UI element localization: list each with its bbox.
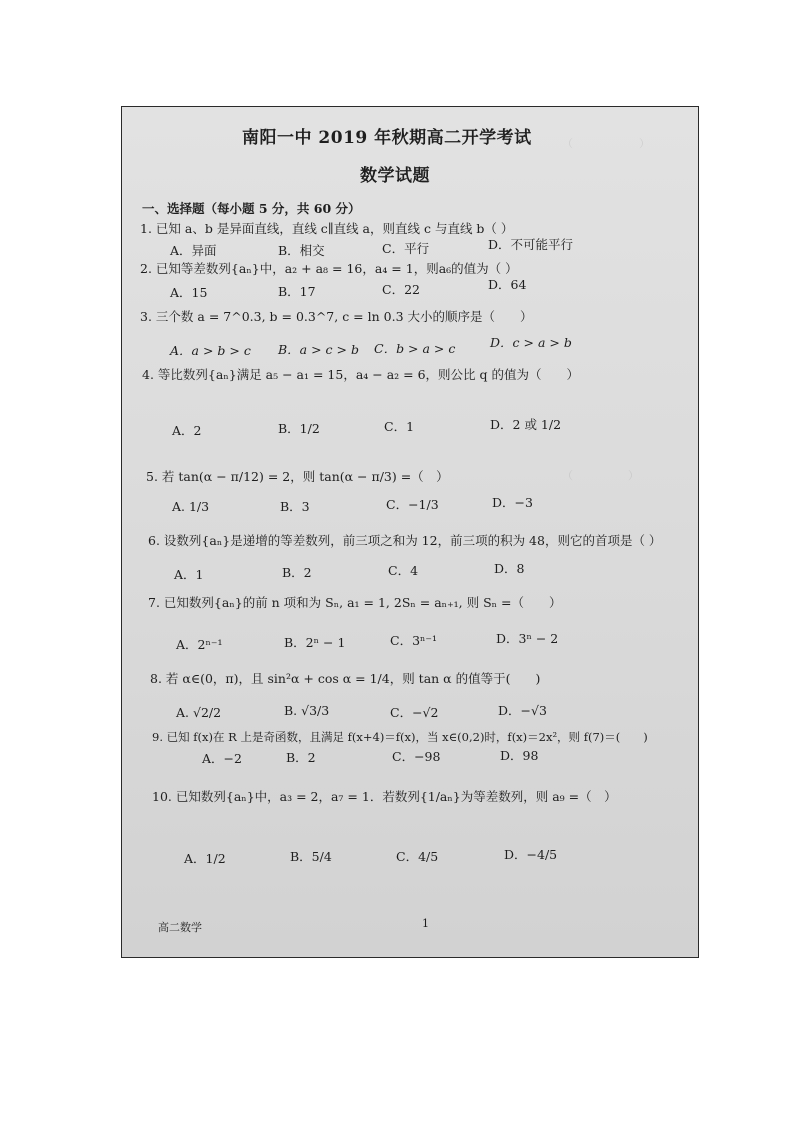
question-stem: 已知等差数列{aₙ}中，a₂ + a₈ = 16，a₄ = 1，则a₆的值为（ ） bbox=[155, 261, 518, 276]
option-d: D．−3 bbox=[492, 495, 533, 510]
option-c: C．−1/3 bbox=[386, 497, 439, 512]
option-d: D．−4/5 bbox=[504, 847, 558, 862]
option-c: C．4/5 bbox=[396, 849, 439, 864]
option-d: D．不可能平行 bbox=[488, 237, 574, 252]
option-b: B．2 bbox=[282, 565, 312, 580]
section-heading: 一、选择题（每小题 5 分，共 60 分） bbox=[142, 201, 361, 216]
option-a: A．15 bbox=[170, 285, 208, 300]
option-b: B．3 bbox=[280, 499, 310, 514]
option-b: B．1/2 bbox=[278, 421, 320, 436]
question-number: 5. bbox=[146, 469, 158, 484]
option-b: B．相交 bbox=[278, 243, 325, 258]
question-number: 1. bbox=[140, 221, 152, 236]
option-c: C．1 bbox=[384, 419, 415, 434]
footer-subject: 高二数学 bbox=[158, 921, 202, 934]
question-number: 4. bbox=[142, 367, 154, 382]
question-stem: 等比数列{aₙ}满足 a₅ − a₁ = 15，a₄ − a₂ = 6，则公比 q 的值为（ ） bbox=[157, 367, 580, 382]
option-b: B．a > c > b bbox=[278, 342, 359, 357]
option-c: C．3ⁿ⁻¹ bbox=[390, 633, 438, 648]
question-9 bbox=[152, 729, 648, 745]
question-4 bbox=[142, 365, 579, 383]
option-c: C．−98 bbox=[392, 749, 441, 764]
question-stem: 已知数列{aₙ}中，a₃ = 2，a₇ = 1．若数列{1/aₙ}为等差数列，则 a₉ =（ ） bbox=[175, 789, 617, 804]
option-c: C．平行 bbox=[382, 241, 430, 256]
question-number: 7. bbox=[148, 595, 160, 610]
question-number: 6. bbox=[148, 533, 160, 548]
option-a: A．2ⁿ⁻¹ bbox=[176, 637, 223, 652]
question-stem: 已知 f(x)在 R 上是奇函数，且满足 f(x+4)＝f(x)，当 x∈(0,2)时，f(x)＝2x²，则 f(7)＝( ) bbox=[166, 730, 648, 744]
option-a: A．异面 bbox=[170, 243, 217, 258]
option-b: B. √3/3 bbox=[284, 703, 330, 718]
option-b: B．17 bbox=[278, 284, 316, 299]
option-b: B．2 bbox=[286, 750, 316, 765]
question-number: 8. bbox=[150, 671, 162, 686]
option-a: A．2 bbox=[172, 423, 202, 438]
option-a: A．a > b > c bbox=[170, 343, 251, 358]
option-b: B．2ⁿ − 1 bbox=[284, 635, 346, 650]
question-stem: 已知数列{aₙ}的前 n 项和为 Sₙ, a₁ = 1, 2Sₙ = aₙ₊₁, 则 Sₙ =（ ） bbox=[163, 595, 562, 610]
question-stem: 若 α∈(0，π)，且 sin²α + cos α = 1/4，则 tan α 的值等于( ) bbox=[165, 671, 541, 686]
option-d: D．64 bbox=[488, 277, 527, 292]
page-number: 1 bbox=[422, 917, 429, 930]
option-d: D．8 bbox=[494, 561, 525, 576]
question-number: 10. bbox=[152, 789, 172, 804]
question-number: 3. bbox=[140, 309, 152, 324]
option-c: C．22 bbox=[382, 282, 420, 297]
option-c: C．4 bbox=[388, 563, 419, 578]
option-a: A．1/2 bbox=[184, 851, 226, 866]
scanned-page-photo: （ ） （ ） 南阳一中 2019 年秋期高二开学考试 数学试题 一、选择题（每小题 5 分，共 60 分） 1. 已知 a、b 是异面直线，直线 c∥直线 a，则直线 c 与直线 b（ ） A．异面 B．相交 C．平行 D．不可能平行 2. 已知等差数列{aₙ}中，a₂ + a₈ = 16，a₄ = 1，则a₆的值为（ ） A．15 B．17 C．22 D．64 3. 三个数 a = 7^0.3, b = 0.3^7, c = ln 0.3 大小的顺序是（ ） A．a > b > c B．a > c > b C．b > a > c D．c > a > b 4. 等比数列{aₙ}满足 a₅ − a₁ = 15，a₄ − a₂ = 6，则公比 q 的值为（ ） A．2 B．1/2 C．1 D．2 或 1/2 5. 若 tan(α − π/12) = 2，则 tan(α − π/3) =（ ） A. 1/3 B．3 C．−1/3 D．−3 6. 设数列{aₙ}是递增的等差数列，前三项之和为 12，前三项的积为 48，则它的首项是（ ） A．1 B．2 C．4 D．8 7. 已知数列{aₙ}的前 n 项和为 Sₙ, a₁ = 1, 2Sₙ = aₙ₊₁, 则 Sₙ =（ ） A．2ⁿ⁻¹ B．2ⁿ − 1 C．3ⁿ⁻¹ D．3ⁿ − 2 8. 若 α∈(0，π)，且 sin²α + cos α = 1/4，则 tan α 的值等于( ) A. √2/2 B. √3/3 C．−√2 D．−√3 9. 已知 f(x)在 R 上是奇函数，且满足 f(x+4)＝f(x)，当 x∈(0,2)时，f(x)＝2x²，则 f(7)＝( ) A．−2 B．2 C．−98 D．98 10. 已知数列{aₙ}中，a₃ = 2，a₇ = 1．若数列{1/aₙ}为等差数列，则 a₉ =（ ） A．1/2 B．5/4 C．4/5 D．−4/5 高二数学 1 bbox=[121, 106, 699, 958]
option-d: D．2 或 1/2 bbox=[490, 417, 562, 432]
question-5 bbox=[146, 467, 449, 485]
question-number: 9. bbox=[152, 730, 163, 744]
question-1 bbox=[140, 219, 513, 237]
page-subtitle: 数学试题 bbox=[360, 166, 430, 186]
option-c: C．−√2 bbox=[390, 705, 439, 720]
question-8 bbox=[150, 669, 540, 687]
option-d: D．98 bbox=[500, 748, 539, 763]
option-a: A. 1/3 bbox=[172, 499, 210, 514]
question-stem: 设数列{aₙ}是递增的等差数列，前三项之和为 12，前三项的积为 48，则它的首项是（ ） bbox=[163, 533, 662, 548]
option-d: D．3ⁿ − 2 bbox=[496, 631, 559, 646]
option-a: A．−2 bbox=[202, 751, 242, 766]
question-6 bbox=[148, 531, 661, 549]
question-stem: 三个数 a = 7^0.3, b = 0.3^7, c = ln 0.3 大小的顺序是（ ） bbox=[155, 309, 533, 324]
question-3 bbox=[140, 307, 533, 325]
question-stem: 已知 a、b 是异面直线，直线 c∥直线 a，则直线 c 与直线 b（ ） bbox=[155, 221, 514, 236]
question-number: 2. bbox=[140, 261, 152, 276]
question-stem: 若 tan(α − π/12) = 2，则 tan(α − π/3) =（ ） bbox=[161, 469, 449, 484]
question-10 bbox=[152, 787, 617, 805]
page-title: 南阳一中 2019 年秋期高二开学考试 bbox=[242, 128, 532, 148]
question-2 bbox=[140, 259, 518, 277]
option-c: C．b > a > c bbox=[374, 341, 456, 356]
option-b: B．5/4 bbox=[290, 849, 332, 864]
question-7 bbox=[148, 593, 562, 611]
option-a: A．1 bbox=[174, 567, 204, 582]
option-d: D．−√3 bbox=[498, 703, 547, 718]
option-a: A. √2/2 bbox=[176, 705, 222, 720]
option-d: D．c > a > b bbox=[490, 335, 572, 350]
